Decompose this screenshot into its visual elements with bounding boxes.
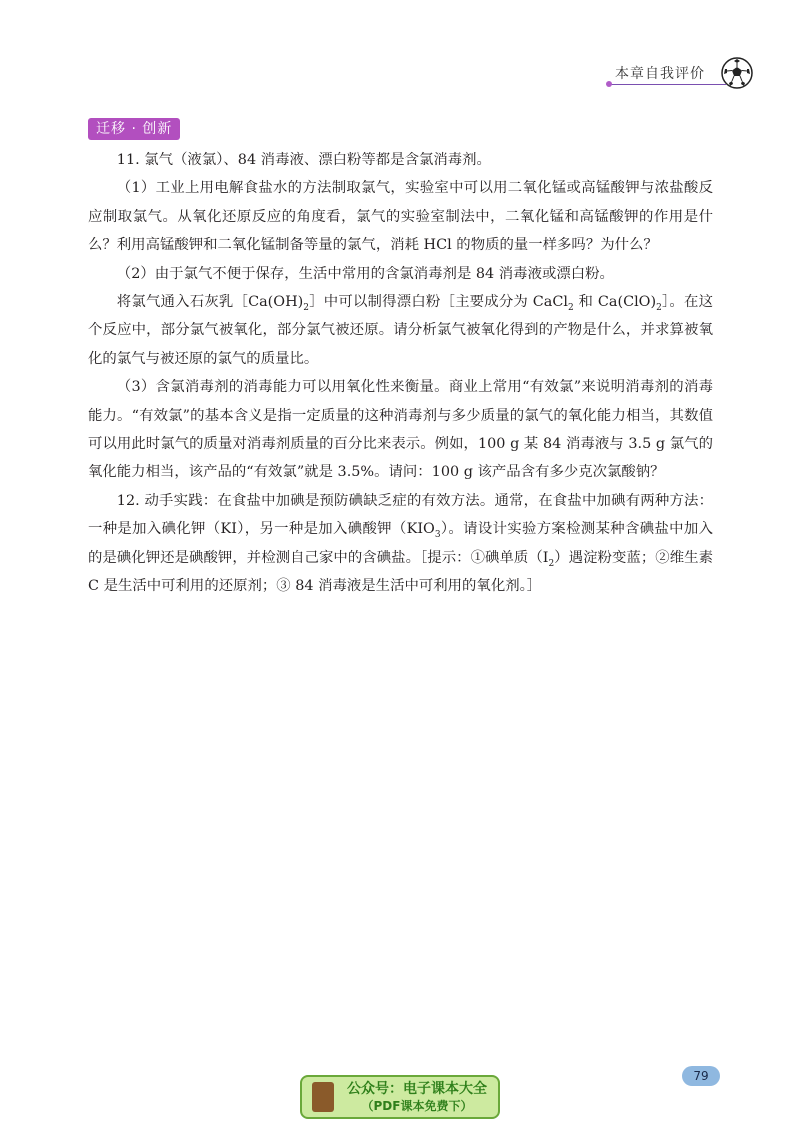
header-rule	[608, 84, 726, 85]
soccer-ball-icon	[720, 56, 754, 90]
header-dot	[606, 81, 612, 87]
watermark-line2: （PDF课本免费下）	[361, 1099, 473, 1113]
q11-part2-detail: 将氯气通入石灰乳$[Ca(OH)_2]$中可以制得漂白粉［主要成分为 CaCl$_2$ 和 $Ca(ClO)_2]$。在这个反应中，部分氯气被氧化，部分氯气被还原。请分析氯气被氧化得到的产物是什么，并求算被氧化的氯气与被还原的氯气的质量比。	[88, 294, 713, 367]
q11-part2: （2）由于氯气不便于保存，生活中常用的含氯消毒剂是 84 消毒液或漂白粉。	[116, 265, 614, 282]
q11-part1: （1）工业上用电解食盐水的方法制取氯气，实验室中可以用二氧化锰或高锰酸钾与浓盐酸反应制取氯气。从氧化还原反应的角度看，氯气的实验室制法中，二氧化锰和高锰酸钾的作用是什么？利用高锰酸钾和二氧化锰制备等量的氯气，消耗 HCl 的物质的量一样多吗？为什么？	[88, 180, 713, 254]
q11-part3: （3）含氯消毒剂的消毒能力可以用氧化性来衡量。商业上常用“有效氯”来说明消毒剂的消毒能力。“有效氯”的基本含义是指一定质量的这种消毒剂与多少质量的氯气的氧化能力相当，其数值可以用此时氯气的质量对消毒剂质量的百分比来表示。例如，100 g 某 84 消毒液与 3.5 g 氯气的氧化能力相当，该产品的“有效氯”就是 3.5%。请问：100 g 该产品含有多少克次氯酸钠？	[88, 379, 713, 481]
chapter-title: 本章自我评价	[615, 66, 705, 82]
q11-intro: 11. 氯气（液氯）、84 消毒液、漂白粉等都是含氯消毒剂。	[116, 152, 491, 168]
watermark-line1: 公众号：电子课本大全	[347, 1081, 487, 1097]
page-number: 79	[682, 1066, 720, 1086]
exercise-content	[88, 146, 713, 601]
book-icon	[312, 1082, 334, 1112]
q12: 12. 动手实践：在食盐中加碘是预防碘缺乏症的有效方法。通常，在食盐中加碘有两种方法：一种是加入碘化钾（KI），另一种是加入碘酸钾$(KIO_3)$。请设计实验方案检测某种含碘盐中加入的是碘化钾还是碘酸钾，并检测自己家中的含碘盐。［提示：①碘单质$(I_2)$遇淀粉变蓝；②维生素 C 是生活中可利用的还原剂；③ 84 消毒液是生活中可利用的氧化剂。］	[88, 492, 713, 595]
watermark-badge	[300, 1075, 500, 1119]
section-tag: 迁移 · 创新	[88, 118, 180, 140]
